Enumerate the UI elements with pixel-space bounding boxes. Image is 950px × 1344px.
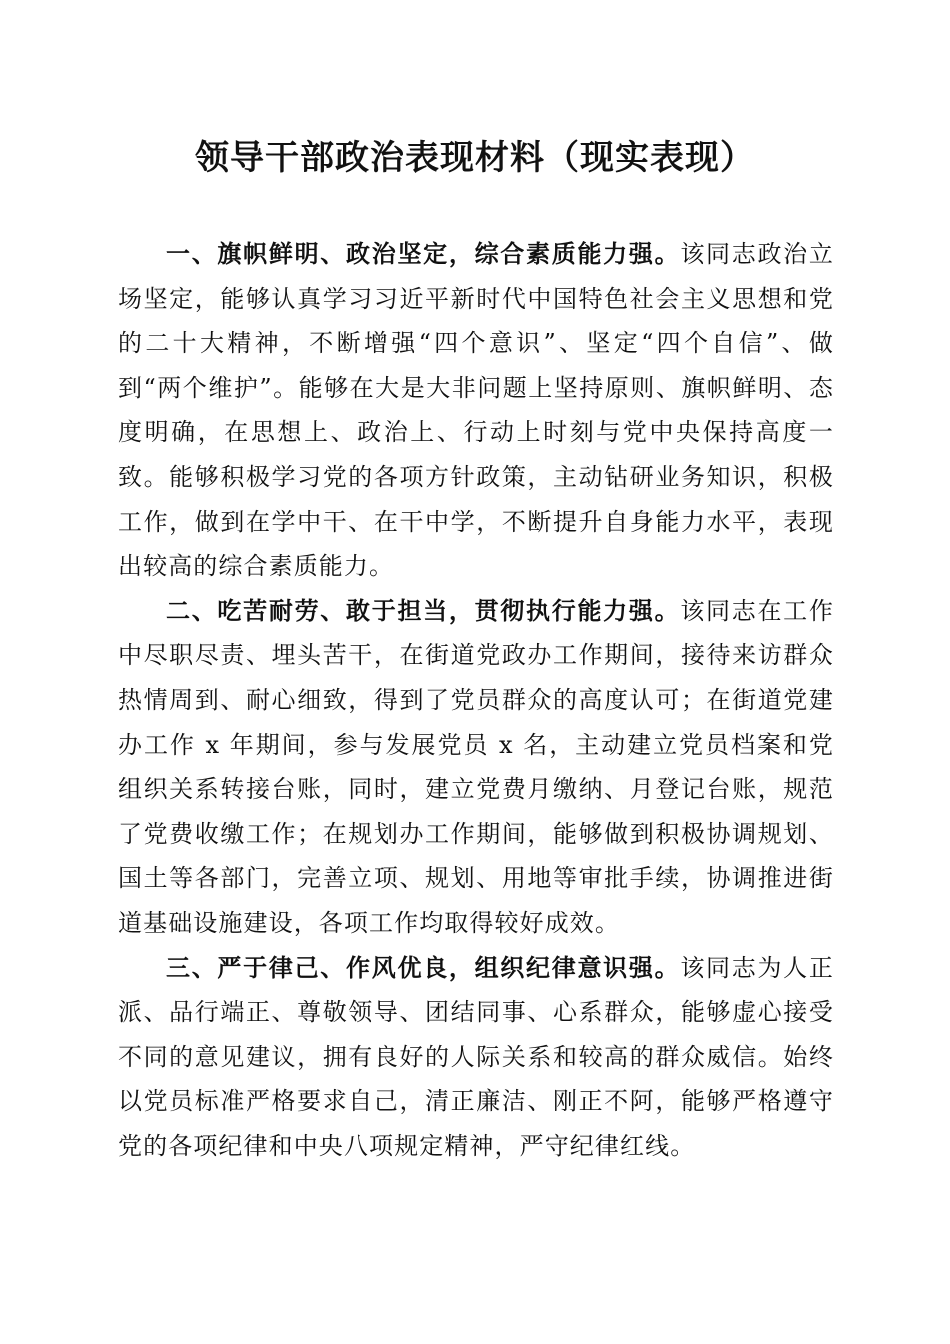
document-body bbox=[118, 232, 834, 1168]
paragraph-3-heading: 三、严于律己、作风优良，组织纪律意识强。 bbox=[166, 953, 681, 982]
paragraph-1 bbox=[118, 232, 834, 589]
page-title: 领导干部政治表现材料（现实表现） bbox=[195, 138, 755, 178]
paragraph-1-heading: 一、旗帜鲜明、政治坚定，综合素质能力强。 bbox=[166, 240, 681, 268]
paragraph-2-text: 该同志在工作中尽职尽责、埋头苦干，在街道党政办工作期间，接待来访群众热情周到、耐心细致，得到了党员群众的高度认可；在街道党建办工作 x 年期间，参与发展党员 x 名，主动建立党员档案和党组织关系转接台账，同时，建立党费月缴纳、月登记台账，规范了党费收缴工作；在规划办工作期间，能够做到积极协调规划、国土等各部门，完善立项、规划、用地等审批手续，协调推进街道基础设施建设，各项工作均取得较好成效。 bbox=[118, 596, 834, 937]
paragraph-2-heading: 二、吃苦耐劳、敢于担当，贯彻执行能力强。 bbox=[166, 596, 681, 625]
paragraph-1-text: 该同志政治立场坚定，能够认真学习习近平新时代中国特色社会主义思想和党的二十大精神，不断增强“四个意识”、坚定“四个自信”、做到“两个维护”。能够在大是大非问题上坚持原则、旗帜鲜明、态度明确，在思想上、政治上、行动上时刻与党中央保持高度一致。能够积极学习党的各项方针政策，主动钻研业务知识，积极工作，做到在学中干、在干中学，不断提升自身能力水平，表现出较高的综合素质能力。 bbox=[118, 240, 834, 581]
paragraph-3-text: 该同志为人正派、品行端正、尊敬领导、团结同事、心系群众，能够虚心接受不同的意见建议，拥有良好的人际关系和较高的群众威信。始终以党员标准严格要求自己，清正廉洁、刚正不阿，能够严格遵守党的各项纪律和中央八项规定精神，严守纪律红线。 bbox=[118, 953, 834, 1160]
paragraph-2 bbox=[118, 589, 834, 946]
paragraph-3 bbox=[118, 946, 834, 1169]
